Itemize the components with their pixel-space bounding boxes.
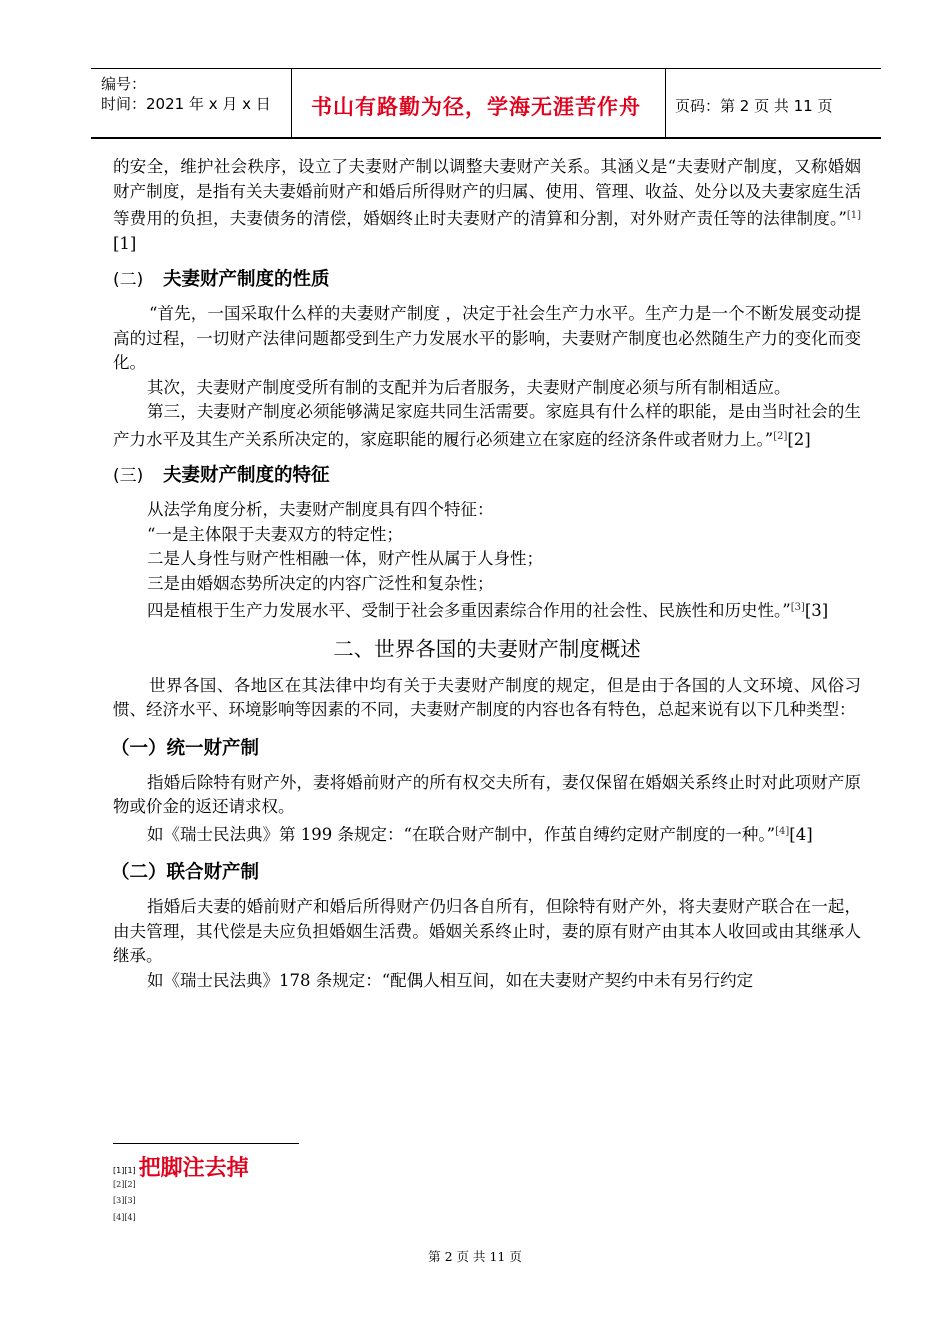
footnote-4: [4][4] [113,1213,136,1222]
paragraph: 的安全，维护社会秩序，设立了夫妻财产制以调整夫妻财产关系。其涵义是“夫妻财产制度，又称婚姻财产制度，是指有关夫妻婚前财产和婚后所得财产的归属、使用、管理、收益、处分以及夫妻家庭生活等费用的负担，夫妻债务的清偿，婚姻终止时夫妻财产的清算和分割，对外财产责任等的法律制度。”[1][1] [113,157,861,253]
citation: [1] [113,233,137,253]
footnote-2: [2][2] [113,1180,136,1189]
footnote-ref[interactable]: [3] [790,602,805,613]
paragraph: 世界各国、各地区在其法律中均有关于夫妻财产制度的规定，但是由于各国的人文环境、风俗习惯、经济水平、环境影响等因素的不同，夫妻财产制度的内容也各有特色，总起来说有以下几种类型： [113,675,861,719]
citation: [3] [804,601,829,620]
section-heading [113,462,861,490]
section-title: 夫妻财产制度的性质 [163,269,330,290]
paragraph: 指婚后夫妻的婚前财产和婚后所得财产仍归各自所有，但除特有财产外，将夫妻财产联合在一起，由夫管理，其代偿是夫应负担婚姻生活费。婚姻关系终止时，妻的原有财产由其本人收回或由其继承人继承。 [113,897,861,965]
header-meta-cell [91,69,292,137]
footnote-3: [3][3] [113,1196,136,1205]
list-item: “一是主体限于夫妻双方的特定性； [147,524,403,544]
section-number: (二) [113,270,144,290]
section-number: (三) [113,466,144,486]
list-item: 四是植根于生产力发展水平、受制于社会多重因素综合作用的社会性、民族性和历史性。”[3][3] [147,601,829,620]
document-time: 时间：2021 年 x 月 x 日 [101,95,271,113]
chapter-heading: 二、世界各国的夫妻财产制度概述 [333,636,641,661]
footnote-annotation: 把脚注去掉 [138,1156,249,1181]
section-heading [113,266,861,294]
paragraph: 从法学角度分析，夫妻财产制度具有四个特征： [147,500,494,519]
paragraph: 第三，夫妻财产制度必须能够满足家庭共同生活需要。家庭具有什么样的职能，是由当时社会的生产力水平及其生产关系所决定的，家庭职能的履行必须建立在家庭的经济条件或者财力上。”[2][2] [113,402,861,449]
paragraph: 如《瑞士民法典》178 条规定：“配偶人相互间，如在夫妻财产契约中未有另行约定 [147,970,754,990]
footnote-ref[interactable]: [2] [773,430,788,442]
document-body [113,155,861,993]
section-title: 夫妻财产制度的特征 [163,465,330,486]
paragraph: 其次，夫妻财产制度受所有制的支配并为后者服务，夫妻财产制度必须与所有制相适应。 [147,377,791,397]
subsection-heading: （一）统一财产制 [111,737,260,759]
header-page-number: 页码：第 2 页 共 11 页 [675,97,833,115]
footnote-separator [113,1143,299,1144]
footnote-marker: [1][1] [113,1166,136,1175]
paragraph: 如《瑞士民法典》第 199 条规定：“在联合财产制中，作茧自缚约定财产制度的一种。”[4][4] [147,824,813,844]
paragraph: 指婚后除特有财产外，妻将婚前财产的所有权交夫所有，妻仅保留在婚姻关系终止时对此项财产原物或价金的返还请求权。 [113,772,861,816]
footnote-ref[interactable]: [1] [846,210,861,221]
header-motto: 书山有路勤为径，学海无涯苦作舟 [311,95,641,119]
paragraph: “首先，一国采取什么样的夫妻财产制度 ，决定于社会生产力水平。生产力是一个不断发展变动提高的过程，一切财产法律问题都受到生产力发展水平的影响，夫妻财产制度也必然随生产力的变化而变化。 [113,304,861,372]
page-header [91,68,881,139]
list-item: 三是由婚姻态势所决定的内容广泛性和复杂性； [147,573,494,593]
document-number: 编号： [101,75,147,93]
footnote-ref[interactable]: [4] [775,825,790,837]
header-motto-cell [291,69,666,137]
citation: [4] [789,824,813,844]
list-item: 二是人身性与财产性相融一体，财产性从属于人身性； [147,549,543,568]
header-page-cell [665,69,881,137]
citation: [2] [787,429,811,449]
footnote-1 [113,1151,249,1182]
page-footer: 第 2 页 共 11 页 [428,1249,522,1264]
subsection-heading: （二）联合财产制 [111,862,260,883]
